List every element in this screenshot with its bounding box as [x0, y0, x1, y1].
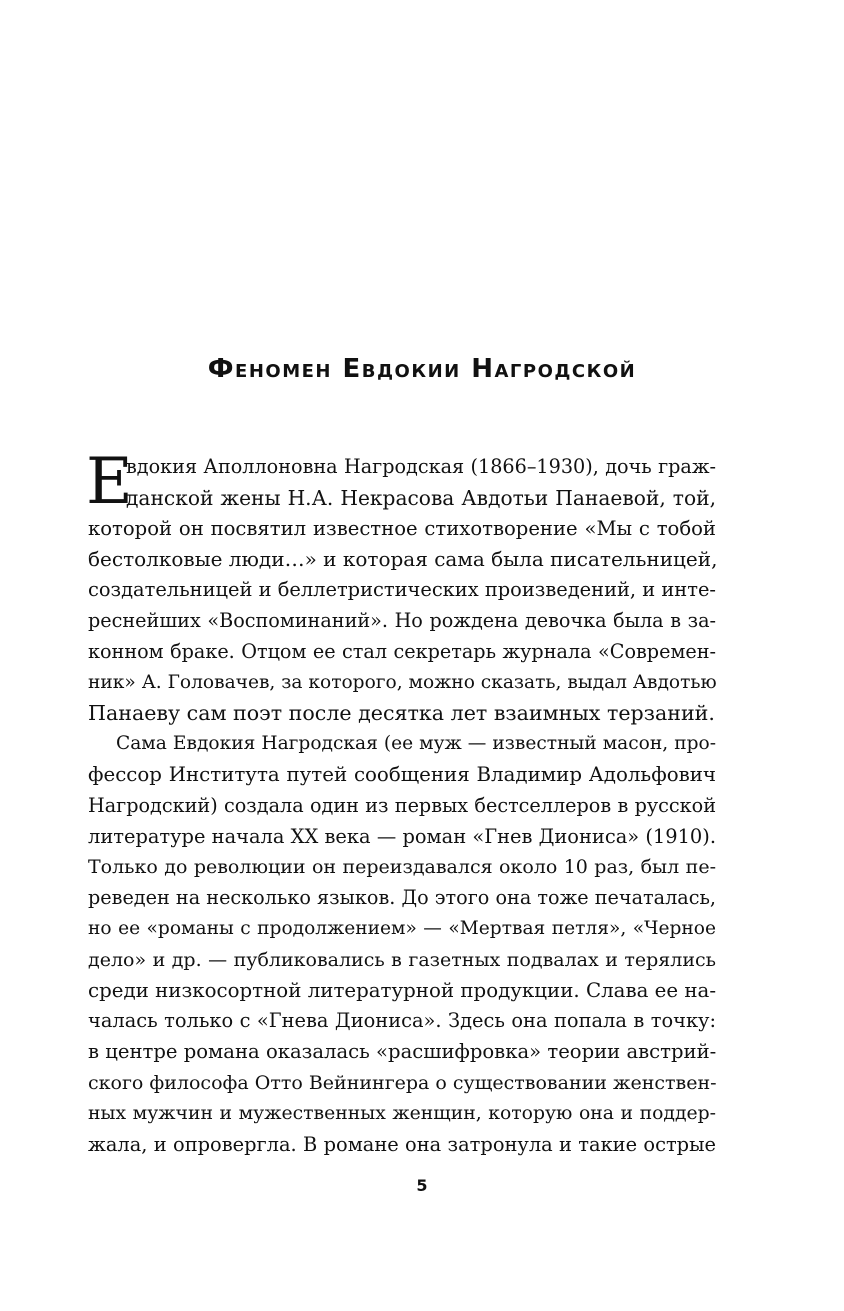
- text-line: ник» А. Головачев, за которого, можно сказать, выдал Авдотью: [88, 671, 717, 693]
- paragraph-2: [88, 729, 716, 1160]
- chapter-title: Феномен Евдокии Нагродской: [207, 354, 637, 384]
- text-line: жала, и опровергла. В романе она затронула и такие острые: [88, 1132, 716, 1156]
- text-line: бестолковые люди…» и которая сама была писательницей,: [88, 547, 718, 572]
- text-line: литературе начала ХХ века — роман «Гнев Диониса» (1910).: [88, 824, 716, 848]
- text-line: в центре романа оказалась «расшифровка» теории австрий-: [88, 1040, 717, 1064]
- chapter-body: [86, 445, 718, 1160]
- text-line: создательницей и беллетристических произведений, и инте-: [88, 578, 716, 602]
- text-line: дело» и др. — публиковались в газетных подвалах и терялись: [88, 948, 716, 971]
- text-line: реведен на несколько языков. До этого она тоже печаталась,: [88, 886, 716, 910]
- text-line: вдокия Аполлоновна Нагродская (1866–1930), дочь граж-: [126, 455, 716, 478]
- drop-cap: Е: [86, 445, 133, 519]
- text-line: ных мужчин и мужественных женщин, которую она и поддер-: [88, 1102, 716, 1124]
- text-line: среди низкосортной литературной продукции. Слава ее на-: [88, 978, 717, 1002]
- text-line: Только до революции он переиздавался около 10 раз, был пе-: [88, 856, 716, 879]
- paragraph-1: [86, 445, 718, 729]
- text-line: Нагродский) создала один из первых бестселлеров в русской: [88, 793, 716, 817]
- text-line: данской жены Н.А. Некрасова Авдотьи Панаевой, той,: [126, 485, 716, 510]
- text-line: ского философа Отто Вейнингера о существовании женствен-: [88, 1071, 717, 1094]
- text-line: Сама Евдокия Нагродская (ее муж — известный масон, про-: [116, 733, 716, 755]
- text-line: но ее «романы с продолжением» — «Мертвая петля», «Черное: [88, 917, 716, 939]
- page-number: 5: [416, 1176, 428, 1195]
- text-line: реснейших «Воспоминаний». Но рождена девочка была в за-: [88, 608, 716, 632]
- text-line: которой он посвятил известное стихотворение «Мы с тобой: [88, 516, 716, 540]
- text-line: конном браке. Отцом ее стал секретарь журнала «Современ-: [88, 639, 716, 663]
- text-line: Панаеву сам поэт после десятка лет взаимных терзаний.: [88, 701, 715, 726]
- text-line: фессор Института путей сообщения Владимир Адольфович: [88, 762, 716, 786]
- text-line: чалась только с «Гнева Диониса». Здесь она попала в точку:: [88, 1009, 716, 1033]
